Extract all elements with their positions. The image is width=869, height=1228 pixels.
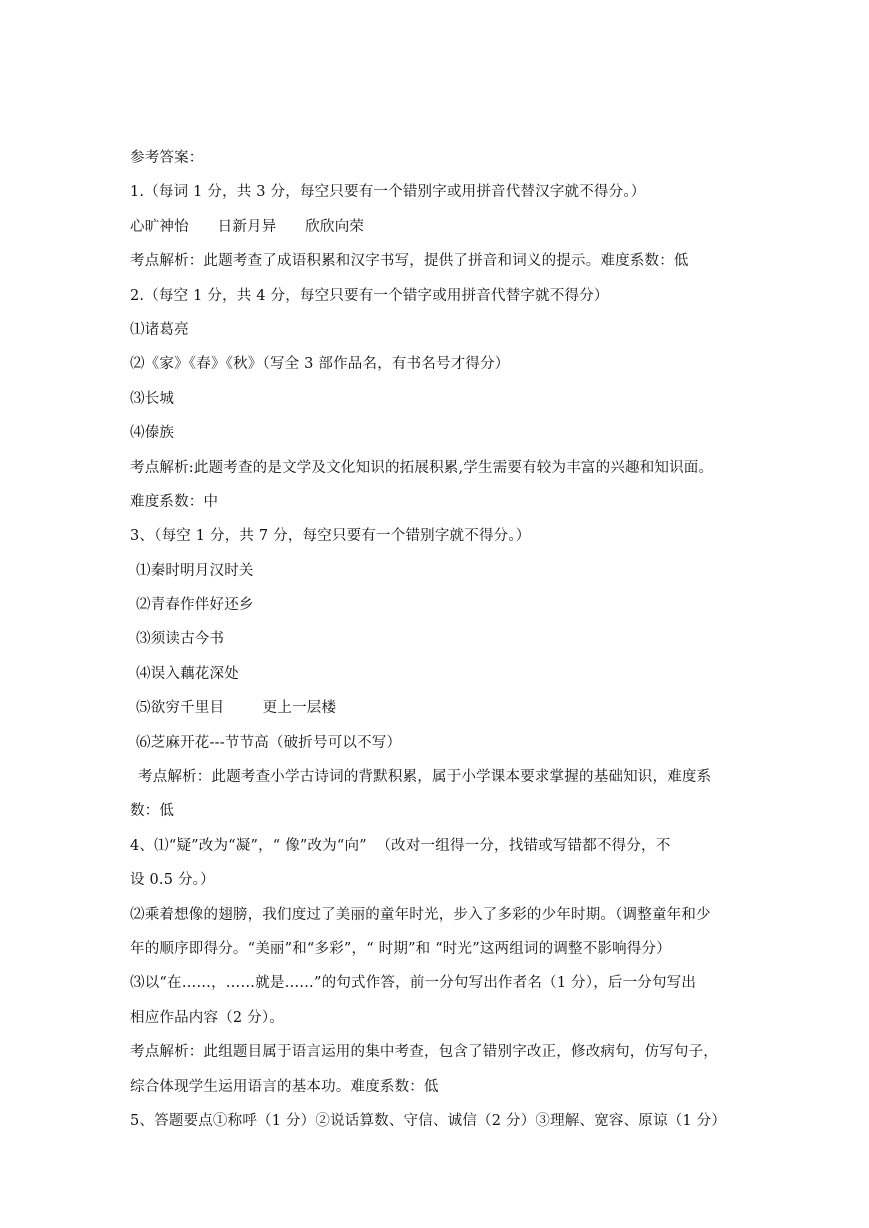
q2-scoring-note: 2.（每空 1 分，共 4 分，每空只要有一个错字或用拼音代替字就不得分） bbox=[130, 287, 609, 304]
q4-analysis: 考点解析：此组题目属于语言运用的集中考查，包含了错别字改正，修改病句，仿写句子， bbox=[130, 1044, 718, 1061]
q4-answer-3-cont: 相应作品内容（2 分）。 bbox=[130, 1009, 284, 1026]
q3-scoring-note: 3、（每空 1 分，共 7 分，每空只要有一个错别字就不得分。） bbox=[130, 528, 531, 545]
q2-analysis: 考点解析:此题考查的是文学及文化知识的拓展积累,学生需要有较为丰富的兴趣和知识面。 bbox=[130, 459, 714, 476]
q1-scoring-note: 1.（每词 1 分，共 3 分，每空只要有一个错别字或用拼音代替汉字就不得分。） bbox=[130, 184, 646, 201]
q3-answer-1: ⑴秦时明月汉时关 bbox=[136, 562, 254, 579]
answer-key-body bbox=[130, 141, 742, 1138]
q3-difficulty: 数：低 bbox=[130, 803, 175, 820]
q4-answer-1-cont: 设 0.5 分。） bbox=[130, 872, 215, 889]
q5-answer-points: 5、答题要点①称呼（1 分）②说话算数、守信、诚信（2 分）③理解、宽容、原谅（1 分） bbox=[130, 1112, 727, 1129]
q3-answer-2: ⑵青春作伴好还乡 bbox=[136, 597, 254, 614]
q4-answer-3: ⑶以“在……，……就是……”的句式作答，前一分句写出作者名（1 分），后一分句写出 bbox=[130, 975, 697, 992]
q1-analysis: 考点解析：此题考查了成语积累和汉字书写，提供了拼音和词义的提示。难度系数：低 bbox=[130, 253, 689, 270]
answer-key-heading: 参考答案： bbox=[130, 150, 204, 166]
q2-answer-1: ⑴诸葛亮 bbox=[130, 321, 189, 338]
q4-analysis-cont: 综合体现学生运用语言的基本功。难度系数：低 bbox=[130, 1078, 439, 1095]
q4-answer-2: ⑵乘着想像的翅膀，我们度过了美丽的童年时光，步入了多彩的少年时期。（调整童年和少 bbox=[130, 906, 711, 923]
q1-answers: 心旷神怡 日新月异 欣欣向荣 bbox=[130, 218, 365, 235]
q4-answer-1: 4、⑴“疑”改为“凝”，“ 像”改为“向” （改对一组得一分，找错或写错都不得分，不 bbox=[130, 837, 671, 854]
q3-answer-5: ⑸欲穷千里目 更上一层楼 bbox=[136, 700, 337, 717]
q2-difficulty: 难度系数：中 bbox=[130, 493, 219, 510]
q2-answer-4: ⑷傣族 bbox=[130, 425, 175, 442]
q2-answer-3: ⑶长城 bbox=[130, 390, 175, 407]
q3-answer-6: ⑹芝麻开花---节节高（破折号可以不写） bbox=[136, 734, 402, 751]
q2-answer-2: ⑵《家》《春》《秋》（写全 3 部作品名，有书名号才得分） bbox=[130, 356, 510, 373]
q3-answer-3: ⑶须读古今书 bbox=[136, 631, 225, 648]
q4-answer-2-cont: 年的顺序即得分。“美丽”和“多彩”，“ 时期”和 “时光”这两组词的调整不影响得分） bbox=[130, 940, 671, 957]
q3-analysis: 考点解析：此题考查小学古诗词的背默积累，属于小学课本要求掌握的基础知识，难度系 bbox=[138, 769, 712, 786]
q3-answer-4: ⑷误入藕花深处 bbox=[136, 665, 239, 682]
